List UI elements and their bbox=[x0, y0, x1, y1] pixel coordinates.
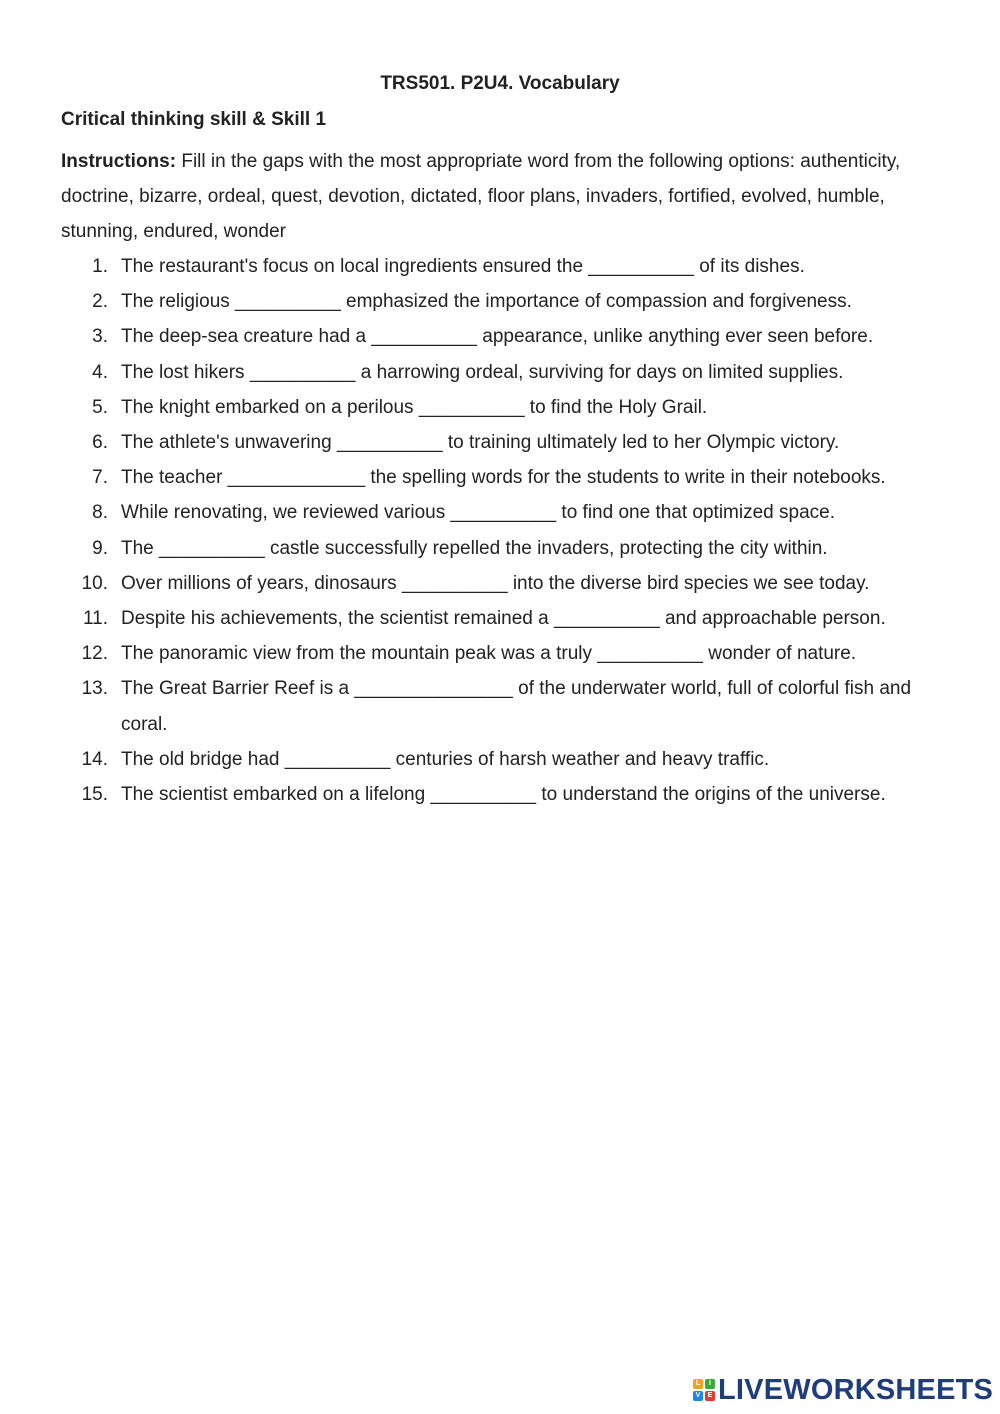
question-item bbox=[0, 355, 951, 390]
question-number: 14. bbox=[81, 748, 108, 770]
question-text: The athlete's unwavering __________ to training ultimately led to her Olympic victory. bbox=[121, 432, 840, 454]
logo-mark-l: L bbox=[693, 1379, 703, 1389]
question-item bbox=[0, 777, 951, 812]
instructions-text: Fill in the gaps with the most appropriate word from the following options: authenticity, doctrine, bizarre, ordeal, quest, devotion, dictated, floor plans, invaders, fortified, evolved, humble, stunning, endured, wonder bbox=[61, 151, 901, 243]
question-item bbox=[0, 601, 951, 636]
question-number: 5. bbox=[92, 396, 108, 418]
question-number: 15. bbox=[81, 784, 108, 806]
page-title: TRS501. P2U4. Vocabulary bbox=[380, 73, 620, 94]
logo-text: LIVEWORKSHEETS bbox=[718, 1373, 994, 1406]
question-item bbox=[0, 284, 951, 319]
question-text: The restaurant's focus on local ingredients ensured the __________ of its dishes. bbox=[121, 256, 805, 277]
question-text: Despite his achievements, the scientist remained a __________ and approachable person. bbox=[121, 608, 886, 630]
question-number: 8. bbox=[92, 502, 108, 524]
logo-mark-v: V bbox=[693, 1391, 703, 1401]
question-item bbox=[0, 566, 951, 601]
logo-mark-icon bbox=[693, 1379, 715, 1401]
section-subtitle: Critical thinking skill & Skill 1 bbox=[61, 109, 327, 130]
question-text: Over millions of years, dinosaurs __________ into the diverse bird species we see today. bbox=[121, 572, 870, 594]
question-item bbox=[0, 249, 951, 284]
question-item bbox=[0, 531, 951, 566]
question-number: 11. bbox=[82, 608, 108, 630]
instructions-lead: Instructions: bbox=[61, 151, 177, 172]
question-text: The old bridge had __________ centuries of harsh weather and heavy traffic. bbox=[121, 748, 770, 770]
question-text: The lost hikers __________ a harrowing ordeal, surviving for days on limited supplies. bbox=[121, 361, 844, 383]
question-number: 10. bbox=[81, 572, 108, 594]
question-number: 1. bbox=[92, 256, 108, 277]
question-number: 6. bbox=[92, 432, 108, 454]
question-item bbox=[0, 495, 951, 530]
question-text: The knight embarked on a perilous __________ to find the Holy Grail. bbox=[121, 396, 708, 418]
question-text: The panoramic view from the mountain peak was a truly __________ wonder of nature. bbox=[121, 643, 857, 665]
question-number: 4. bbox=[92, 361, 108, 383]
question-text: While renovating, we reviewed various __________ to find one that optimized space. bbox=[121, 502, 835, 524]
question-number: 9. bbox=[92, 537, 108, 559]
question-number: 13. bbox=[81, 678, 108, 700]
question-text: The Great Barrier Reef is a _______________ of the underwater world, full of colorful fish and coral. bbox=[121, 678, 912, 735]
question-item bbox=[0, 671, 951, 741]
question-text: The scientist embarked on a lifelong __________ to understand the origins of the universe. bbox=[121, 784, 886, 806]
question-item bbox=[0, 319, 951, 354]
question-text: The teacher _____________ the spelling words for the students to write in their notebooks. bbox=[121, 467, 886, 489]
question-text: The __________ castle successfully repelled the invaders, protecting the city within. bbox=[121, 537, 828, 559]
question-item bbox=[0, 636, 951, 671]
question-text: The religious __________ emphasized the importance of compassion and forgiveness. bbox=[121, 291, 852, 313]
liveworksheets-logo[interactable] bbox=[693, 1375, 993, 1405]
question-item bbox=[0, 460, 951, 495]
question-number: 3. bbox=[92, 326, 108, 348]
question-number: 2. bbox=[92, 291, 108, 313]
question-text: The deep-sea creature had a __________ appearance, unlike anything ever seen before. bbox=[121, 326, 874, 348]
logo-mark-i: I bbox=[705, 1379, 715, 1389]
question-list bbox=[0, 249, 1000, 812]
logo-mark-e: E bbox=[705, 1391, 715, 1401]
question-item bbox=[0, 390, 951, 425]
question-number: 7. bbox=[92, 467, 108, 489]
question-item bbox=[0, 742, 951, 777]
question-item bbox=[0, 425, 951, 460]
question-number: 12. bbox=[81, 643, 108, 665]
instructions bbox=[61, 144, 951, 250]
